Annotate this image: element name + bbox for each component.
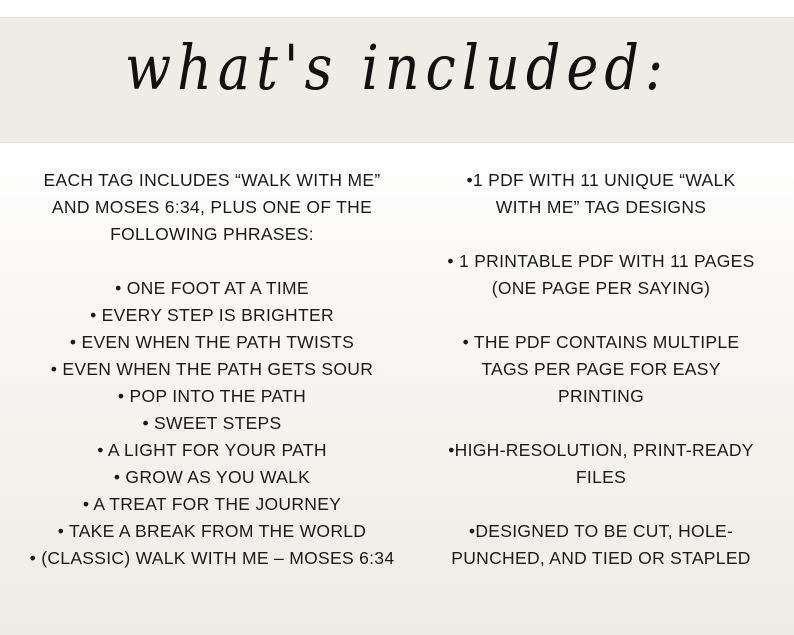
included-item-line: •1 PDF WITH 11 UNIQUE “WALK	[466, 170, 736, 190]
phrase-list-item: • A LIGHT FOR YOUR PATH	[97, 440, 327, 460]
content-area	[0, 143, 794, 635]
phrase-list-item: • SWEET STEPS	[142, 413, 282, 433]
phrase-list-item: • ONE FOOT AT A TIME	[115, 278, 309, 298]
intro-line: AND MOSES 6:34, PLUS ONE OF THE	[51, 197, 373, 217]
included-item-line: •DESIGNED TO BE CUT, HOLE-	[468, 521, 734, 541]
included-item-line: (ONE PAGE PER SAYING)	[491, 278, 711, 298]
spacer	[432, 221, 770, 248]
intro-line: FOLLOWING PHRASES:	[110, 224, 314, 244]
spacer	[432, 302, 770, 329]
phrase-list-item: • EVEN WHEN THE PATH GETS SOUR	[50, 359, 374, 379]
included-files-column	[432, 167, 770, 572]
tag-phrases-column	[10, 167, 414, 572]
spacer	[432, 410, 770, 437]
included-item-line: FILES	[575, 467, 627, 487]
phrase-list-item: • A TREAT FOR THE JOURNEY	[82, 494, 342, 514]
intro-line: EACH TAG INCLUDES “WALK WITH ME”	[43, 170, 381, 190]
spacer	[432, 491, 770, 518]
included-item-line: TAGS PER PAGE FOR EASY	[481, 359, 721, 379]
spacer	[10, 248, 414, 275]
included-item-line: • THE PDF CONTAINS MULTIPLE	[462, 332, 740, 352]
included-item-line: •HIGH-RESOLUTION, PRINT-READY	[448, 440, 754, 460]
included-item-line: PUNCHED, AND TIED OR STAPLED	[451, 548, 751, 568]
included-item-line: WITH ME” TAG DESIGNS	[495, 197, 707, 217]
top-strip	[0, 0, 794, 17]
phrase-list-item: • (CLASSIC) WALK WITH ME – MOSES 6:34	[29, 548, 395, 568]
included-item-line: • 1 PRINTABLE PDF WITH 11 PAGES	[447, 251, 755, 271]
section-title: what's included:	[124, 31, 670, 104]
phrase-list-item: • POP INTO THE PATH	[117, 386, 307, 406]
phrase-list-item: • TAKE A BREAK FROM THE WORLD	[57, 521, 367, 541]
header-band	[0, 17, 794, 143]
phrase-list-item: • EVERY STEP IS BRIGHTER	[90, 305, 334, 325]
phrase-list-item: • GROW AS YOU WALK	[113, 467, 311, 487]
included-item-line: PRINTING	[557, 386, 644, 406]
phrase-list-item: • EVEN WHEN THE PATH TWISTS	[69, 332, 355, 352]
